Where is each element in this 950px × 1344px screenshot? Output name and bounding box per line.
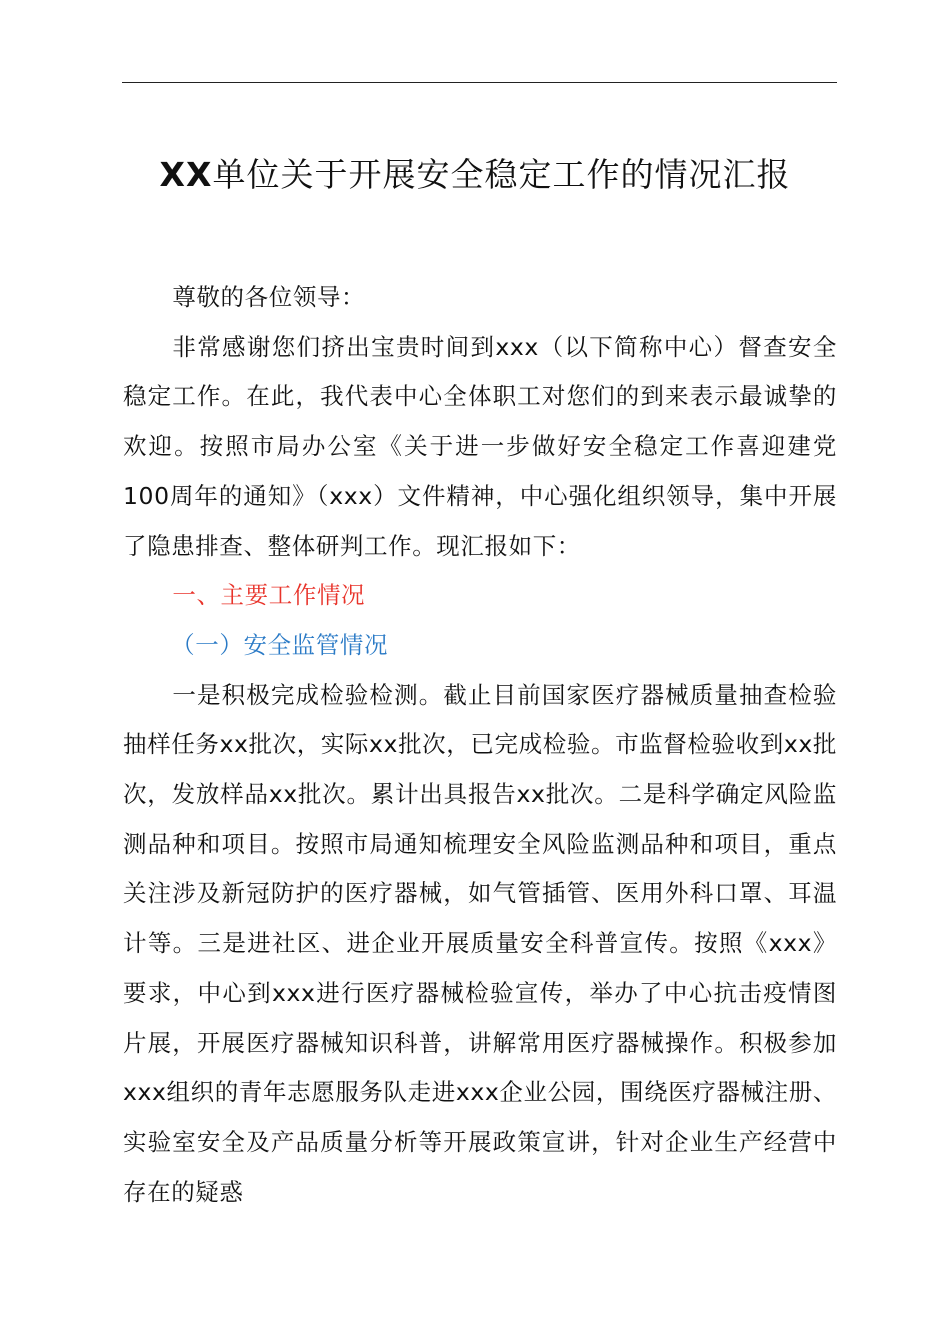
- document-title: [0, 150, 950, 200]
- title-prefix: XX: [159, 155, 213, 194]
- salutation: 尊敬的各位领导：: [172, 283, 366, 311]
- body-paragraph: 一是积极完成检验检测。截止目前国家医疗器械质量抽查检验抽样任务xx批次，实际xx批次，已完成检验。市监督检验收到xx批次，发放样品xx批次。累计出具报告xx批次。二是科学确定风险监测品种和项目。按照市局通知梳理安全风险监测品种和项目，重点关注涉及新冠防护的医疗器械，如气管插管、医用外科口罩、耳温计等。三是进社区、进企业开展质量安全科普宣传。按照《xxx》要求，中心到xxx进行医疗器械检验宣传，举办了中心抗击疫情图片展，开展医疗器械知识科普，讲解常用医疗器械操作。积极参加xxx组织的青年志愿服务队走进xxx企业公园，围绕医疗器械注册、实验室安全及产品质量分析等开展政策宣讲，针对企业生产经营中存在的疑惑: [123, 680, 837, 1206]
- intro-paragraph: 非常感谢您们挤出宝贵时间到xxx（以下简称中心）督查安全稳定工作。在此，我代表中心全体职工对您们的到来表示最诚挚的欢迎。按照市局办公室《关于进一步做好安全稳定工作喜迎建党100周年的通知》（xxx）文件精神，中心强化组织领导，集中开展了隐患排查、整体研判工作。现汇报如下：: [123, 332, 837, 560]
- title-main: 单位关于开展安全稳定工作的情况汇报: [212, 155, 791, 194]
- subsection-heading-safety-supervision: （一）安全监管情况: [171, 630, 389, 659]
- header-divider: [122, 82, 837, 83]
- section-heading-main-work: 一、主要工作情况: [172, 581, 366, 610]
- document-body: [123, 273, 837, 1217]
